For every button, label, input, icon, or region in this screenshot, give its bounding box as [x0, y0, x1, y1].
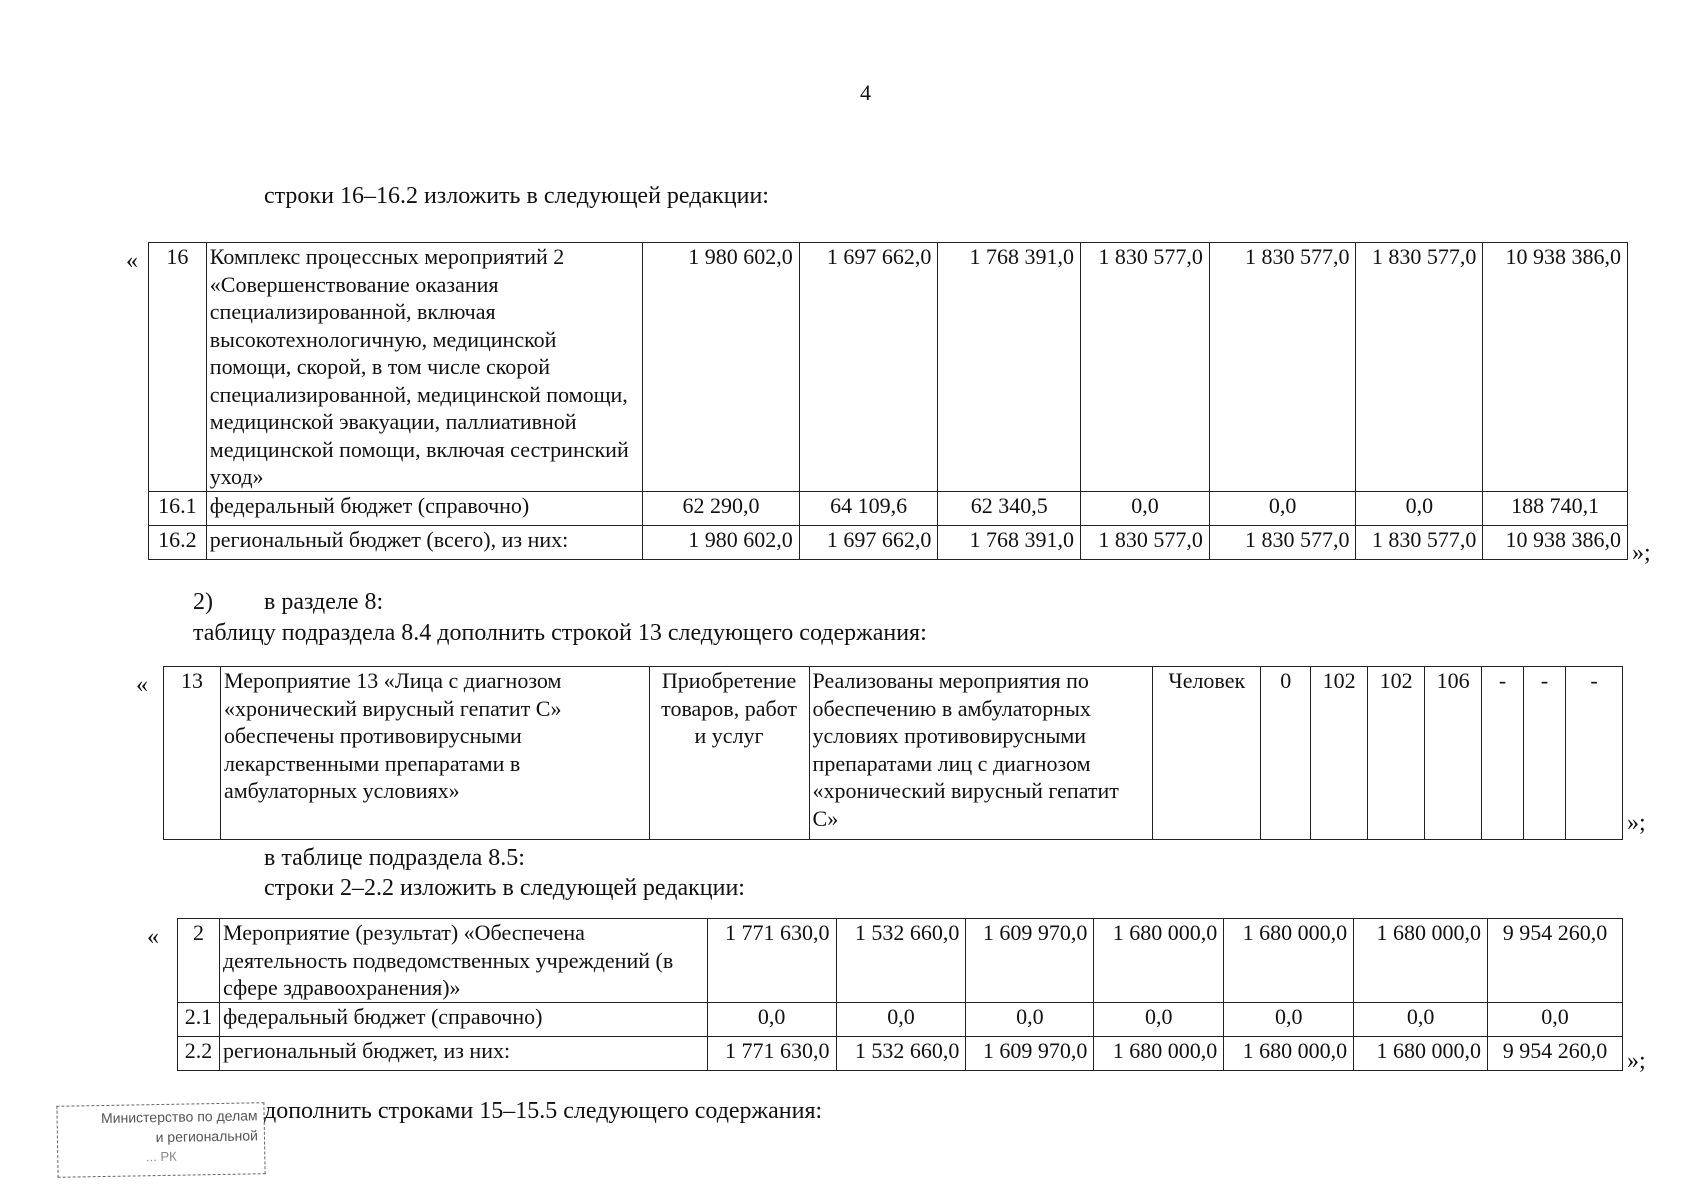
value-cell: 0,0	[1209, 491, 1356, 525]
value-cell: 0,0	[836, 1002, 966, 1036]
value-cell: 1 680 000,0	[1354, 919, 1488, 1003]
table-rows-2	[177, 918, 1623, 1071]
row-name: региональный бюджет, из них:	[219, 1036, 707, 1070]
table-row	[178, 1036, 1623, 1070]
value-cell: 1 697 662,0	[799, 243, 938, 492]
value-cell: 9 954 260,0	[1488, 919, 1623, 1003]
value-cell: 62 340,5	[938, 491, 1081, 525]
intro-rows-2: строки 2–2.2 изложить в следующей редакции:	[264, 875, 745, 901]
intro-rows-15: дополнить строками 15–15.5 следующего содержания:	[264, 1098, 823, 1124]
row-type: Приобретение товаров, работ и услуг	[649, 667, 809, 840]
value-cell: 1 830 577,0	[1209, 243, 1356, 492]
row-number: 13	[164, 667, 221, 840]
value-cell: 1 680 000,0	[1354, 1036, 1488, 1070]
row-number: 16	[149, 243, 207, 492]
value-cell: 10 938 386,0	[1483, 243, 1628, 492]
intro-rows-16: строки 16–16.2 изложить в следующей редакции:	[264, 183, 769, 209]
row-name: региональный бюджет (всего), из них:	[206, 525, 643, 559]
value-cell: -	[1524, 667, 1566, 840]
value-cell: 1 980 602,0	[643, 525, 799, 559]
value-cell: 1 830 577,0	[1356, 525, 1483, 559]
value-cell: 0	[1261, 667, 1311, 840]
value-cell: 1 609 970,0	[966, 919, 1094, 1003]
row-name: Мероприятие (результат) «Обеспечена деятельность подведомственных учреждений (в сфере здравоохранения)»	[219, 919, 707, 1003]
value-cell: 9 954 260,0	[1488, 1036, 1623, 1070]
value-cell: 0,0	[707, 1002, 836, 1036]
close-quote-1: »;	[1632, 540, 1651, 566]
value-cell: 1 980 602,0	[643, 243, 799, 492]
value-cell: 106	[1425, 667, 1482, 840]
row-number: 16.1	[149, 491, 207, 525]
row-name: федеральный бюджет (справочно)	[219, 1002, 707, 1036]
row-name: Комплекс процессных мероприятий 2 «Совершенствование оказания специализированной, включая высокотехнологичную, медицинской помощи, скорой, в том числе скорой специализированной, медицинской помощи, медицинской эвакуации, паллиативной медицинской помощи, включая сестринский уход»	[206, 243, 643, 492]
table-row	[149, 491, 1628, 525]
table-row	[178, 919, 1623, 1003]
value-cell: 1 768 391,0	[938, 525, 1081, 559]
value-cell: 1 830 577,0	[1209, 525, 1356, 559]
value-cell: 188 740,1	[1483, 491, 1628, 525]
row-unit: Человек	[1153, 667, 1261, 840]
page-number: 4	[860, 80, 871, 105]
value-cell: 62 290,0	[643, 491, 799, 525]
value-cell: 102	[1368, 667, 1425, 840]
row-number: 2	[178, 919, 220, 1003]
stamp-line: ... РК	[145, 1148, 177, 1165]
value-cell: 1 830 577,0	[1081, 243, 1210, 492]
value-cell: 1 771 630,0	[707, 1036, 836, 1070]
value-cell: 0,0	[1356, 491, 1483, 525]
value-cell: 1 697 662,0	[799, 525, 938, 559]
open-quote-2: «	[136, 672, 148, 698]
value-cell: 1 768 391,0	[938, 243, 1081, 492]
value-cell: 1 680 000,0	[1224, 1036, 1354, 1070]
value-cell: 10 938 386,0	[1483, 525, 1628, 559]
row-number: 16.2	[149, 525, 207, 559]
row-result: Реализованы мероприятия по обеспечению в амбулаторных условиях противовирусными препаратами лиц с диагнозом «хронический вирусный гепатит С»	[809, 667, 1153, 840]
close-quote-2: »;	[1627, 810, 1646, 836]
stamp-line: и региональной	[155, 1127, 259, 1146]
stamp-line: Министерство по делам	[100, 1107, 258, 1127]
value-cell: 1 830 577,0	[1081, 525, 1210, 559]
value-cell: 1 830 577,0	[1356, 243, 1483, 492]
value-cell: 1 532 660,0	[836, 1036, 966, 1070]
value-cell: 64 109,6	[799, 491, 938, 525]
table-row	[164, 667, 1623, 840]
table-row	[149, 243, 1628, 492]
open-quote-1: «	[126, 248, 138, 274]
registration-stamp	[56, 1102, 265, 1178]
value-cell: 0,0	[1488, 1002, 1623, 1036]
value-cell: 1 680 000,0	[1224, 919, 1354, 1003]
value-cell: 0,0	[1354, 1002, 1488, 1036]
row-name: федеральный бюджет (справочно)	[206, 491, 643, 525]
value-cell: 1 680 000,0	[1094, 1036, 1224, 1070]
row-number: 2.1	[178, 1002, 220, 1036]
value-cell: 1 532 660,0	[836, 919, 966, 1003]
value-cell: 1 609 970,0	[966, 1036, 1094, 1070]
item-2-number: 2)	[193, 589, 213, 615]
value-cell: 1 680 000,0	[1094, 919, 1224, 1003]
table-row	[149, 525, 1628, 559]
value-cell: 0,0	[966, 1002, 1094, 1036]
row-name: Мероприятие 13 «Лица с диагнозом «хронический вирусный гепатит С» обеспечены противовирусными лекарственными препаратами в амбулаторных условиях»	[220, 667, 649, 840]
item-2-text: в разделе 8:	[264, 589, 384, 615]
row-number: 2.2	[178, 1036, 220, 1070]
value-cell: 102	[1311, 667, 1368, 840]
value-cell: 0,0	[1094, 1002, 1224, 1036]
close-quote-3: »;	[1627, 1048, 1646, 1074]
intro-subsection-8-5: в таблице подраздела 8.5:	[264, 845, 525, 871]
value-cell: -	[1482, 667, 1524, 840]
value-cell: 0,0	[1081, 491, 1210, 525]
open-quote-3: «	[147, 924, 159, 950]
value-cell: -	[1566, 667, 1623, 840]
value-cell: 1 771 630,0	[707, 919, 836, 1003]
value-cell: 0,0	[1224, 1002, 1354, 1036]
intro-subsection-8-4: таблицу подраздела 8.4 дополнить строкой 13 следующего содержания:	[193, 620, 927, 646]
table-row-13	[163, 666, 1623, 840]
table-rows-16	[148, 242, 1628, 560]
table-row	[178, 1002, 1623, 1036]
